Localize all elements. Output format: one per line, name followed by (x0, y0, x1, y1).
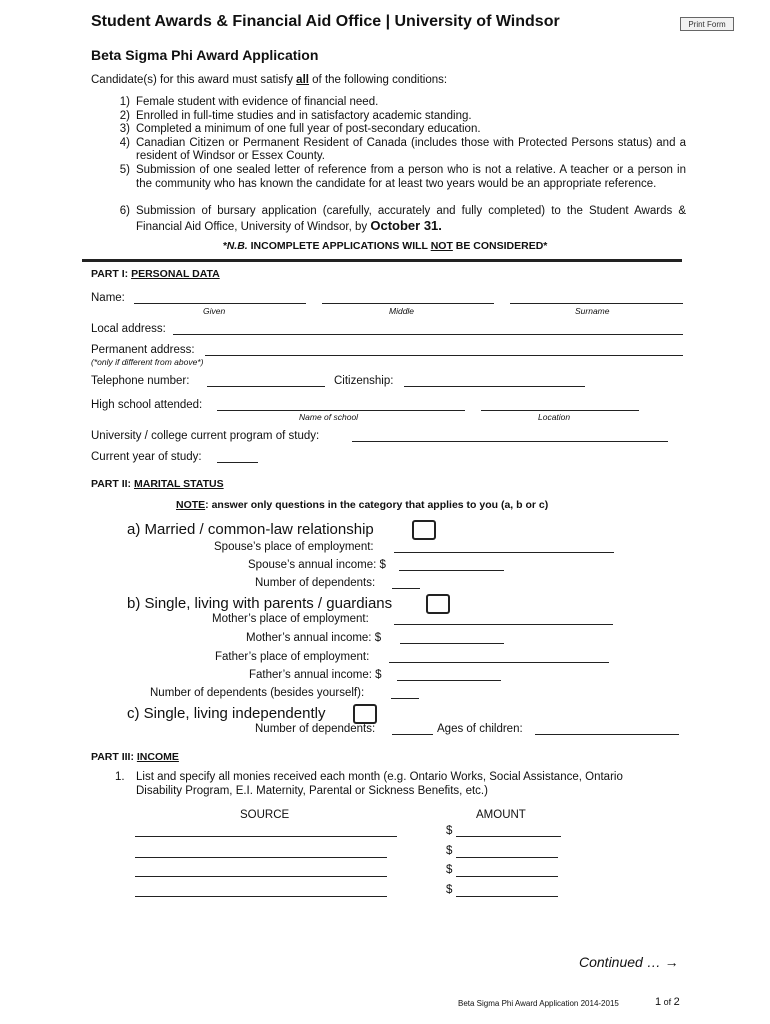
program-field[interactable] (352, 441, 668, 442)
income-amount-field[interactable] (456, 876, 558, 877)
print-form-button[interactable]: Print Form (680, 17, 734, 31)
year-field[interactable] (217, 462, 258, 463)
father-employment-label: Father’s place of employment: (215, 651, 370, 663)
father-employment-field[interactable] (389, 662, 609, 663)
income-amount-field[interactable] (456, 896, 558, 897)
nb-label: *N.B. (222, 240, 248, 252)
option-c-checkbox[interactable] (353, 704, 377, 724)
permanent-address-label: Permanent address: (91, 344, 195, 356)
income-amount-field[interactable] (456, 836, 561, 837)
notice-part1: INCOMPLETE APPLICATIONS WILL (247, 240, 431, 252)
page-total: 2 (673, 996, 680, 1008)
children-ages-field[interactable] (535, 734, 679, 735)
part3-heading (91, 751, 179, 763)
part2-title: MARITAL STATUS (133, 478, 224, 490)
condition-text: Completed a minimum of one full year of post-secondary education. (136, 123, 481, 136)
part3-prefix: PART III: (91, 751, 137, 763)
dollar-sign: $ (446, 845, 453, 857)
part2-heading (91, 478, 224, 490)
section-divider (82, 259, 682, 262)
b-dependents-field[interactable] (391, 698, 419, 699)
condition-item (112, 137, 686, 164)
telephone-label: Telephone number: (91, 375, 190, 387)
income-item-number: 1. (115, 771, 125, 783)
citizenship-label: Citizenship: (334, 375, 394, 387)
condition-num: 4) (119, 136, 130, 149)
surname-field[interactable] (510, 303, 683, 304)
mother-employment-label: Mother’s place of employment: (212, 613, 369, 625)
part1-title: PERSONAL DATA (131, 268, 220, 280)
deadline-date: October 31. (370, 217, 442, 233)
condition-num: 2) (119, 109, 130, 122)
income-instructions-line2: Disability Program, E.I. Maternity, Parental or Sickness Benefits, etc.) (136, 785, 488, 797)
option-a-title: a) Married / common-law relationship (127, 521, 374, 538)
name-label: Name: (91, 292, 125, 304)
father-income-label: Father’s annual income: $ (249, 669, 382, 681)
option-b-checkbox[interactable] (426, 594, 450, 614)
condition-item (112, 205, 686, 234)
condition-text: Canadian Citizen or Permanent Resident of Canada (includes those with Protected Persons status) and a resident of Windsor or Essex County. (136, 136, 686, 163)
note-label: NOTE (176, 499, 206, 511)
spouse-income-label: Spouse’s annual income: $ (248, 559, 386, 571)
condition-num: 3) (119, 123, 130, 136)
condition-num: 5) (119, 164, 130, 176)
school-name-caption: Name of school (299, 412, 359, 422)
c-dependents-field[interactable] (392, 734, 433, 735)
dollar-sign: $ (446, 864, 453, 876)
b-dependents-label: Number of dependents (besides yourself): (150, 687, 365, 699)
citizenship-field[interactable] (404, 386, 585, 387)
spouse-employment-field[interactable] (394, 552, 614, 553)
surname-caption: Surname (575, 306, 610, 316)
notice-part2: BE CONSIDERED* (452, 240, 548, 252)
permanent-address-note: (*only if different from above*) (91, 357, 204, 367)
income-source-field[interactable] (135, 896, 387, 897)
amount-column-header: AMOUNT (476, 809, 526, 821)
condition-item (112, 110, 686, 124)
program-label: University / college current program of study: (91, 430, 320, 442)
spouse-employment-label: Spouse’s place of employment: (214, 541, 374, 553)
mother-income-field[interactable] (400, 643, 504, 644)
income-source-field[interactable] (135, 857, 387, 858)
condition-text: Submission of one sealed letter of reference from a person who is not a relative. A teacher or a person in the community who has known the candidate for at least two years would be an appropriate reference. (136, 164, 686, 190)
income-source-field[interactable] (135, 836, 397, 837)
condition-text: Enrolled in full-time studies and in satisfactory academic standing. (136, 109, 472, 122)
local-address-field[interactable] (173, 334, 683, 335)
spouse-income-field[interactable] (399, 570, 504, 571)
page-of: of (661, 997, 674, 1007)
middle-name-field[interactable] (322, 303, 494, 304)
option-b-title: b) Single, living with parents / guardians (127, 595, 393, 612)
part3-title: INCOME (136, 751, 179, 763)
condition-item (112, 123, 686, 137)
form-subtitle: Beta Sigma Phi Award Application (91, 47, 319, 63)
income-amount-field[interactable] (456, 857, 558, 858)
location-caption: Location (538, 412, 571, 422)
telephone-field[interactable] (207, 386, 325, 387)
school-location-field[interactable] (481, 410, 639, 411)
income-source-field[interactable] (135, 876, 387, 877)
page-number (655, 996, 680, 1008)
continued-label: Continued … → (579, 954, 679, 970)
option-c-title: c) Single, living independently (127, 705, 326, 722)
intro-after: of the following conditions: (308, 74, 448, 86)
income-instructions-line1: List and specify all monies received each month (e.g. Ontario Works, Social Assistance, Ontario (136, 771, 623, 783)
high-school-label: High school attended: (91, 399, 203, 411)
given-name-field[interactable] (134, 303, 306, 304)
option-a-checkbox[interactable] (412, 520, 436, 540)
source-column-header: SOURCE (240, 809, 290, 821)
dollar-sign: $ (446, 825, 453, 837)
footer-doc-name: Beta Sigma Phi Award Application 2014-2015 (458, 999, 619, 1008)
condition-text-body: Submission of bursary application (carefully, accurately and fully completed) to the Student Awards & Financial Aid Office, University of Windsor, by (136, 205, 686, 233)
permanent-address-field[interactable] (205, 355, 683, 356)
mother-employment-field[interactable] (394, 624, 613, 625)
intro-before: Candidate(s) for this award must satisfy (91, 74, 297, 86)
a-dependents-label: Number of dependents: (255, 577, 376, 589)
note-text: : answer only questions in the category that applies to you (a, b or c) (205, 499, 549, 511)
incomplete-notice (0, 240, 770, 252)
local-address-label: Local address: (91, 323, 166, 335)
mother-income-label: Mother’s annual income: $ (246, 632, 382, 644)
intro-text (91, 74, 447, 86)
condition-item (112, 96, 686, 110)
page-title: Student Awards & Financial Aid Office | University of Windsor (91, 13, 560, 30)
part1-prefix: PART I: (91, 268, 132, 280)
part1-heading (91, 268, 220, 280)
dollar-sign: $ (446, 884, 453, 896)
intro-emph: all (296, 74, 309, 86)
page-current: 1 (655, 996, 662, 1008)
father-income-field[interactable] (397, 680, 501, 681)
children-ages-label: Ages of children: (437, 723, 523, 735)
year-label: Current year of study: (91, 451, 202, 463)
condition-num: 1) (119, 96, 130, 108)
part2-prefix: PART II: (91, 478, 134, 490)
part2-note (176, 499, 548, 511)
condition-num: 6) (119, 205, 130, 217)
school-name-field[interactable] (217, 410, 465, 411)
given-caption: Given (203, 306, 226, 316)
middle-caption: Middle (389, 306, 415, 316)
condition-item (112, 164, 686, 191)
a-dependents-field[interactable] (392, 588, 420, 589)
condition-text (136, 205, 686, 234)
c-dependents-label: Number of dependents: (255, 723, 376, 735)
condition-text: Female student with evidence of financial need. (136, 96, 379, 108)
notice-not: NOT (430, 240, 453, 252)
